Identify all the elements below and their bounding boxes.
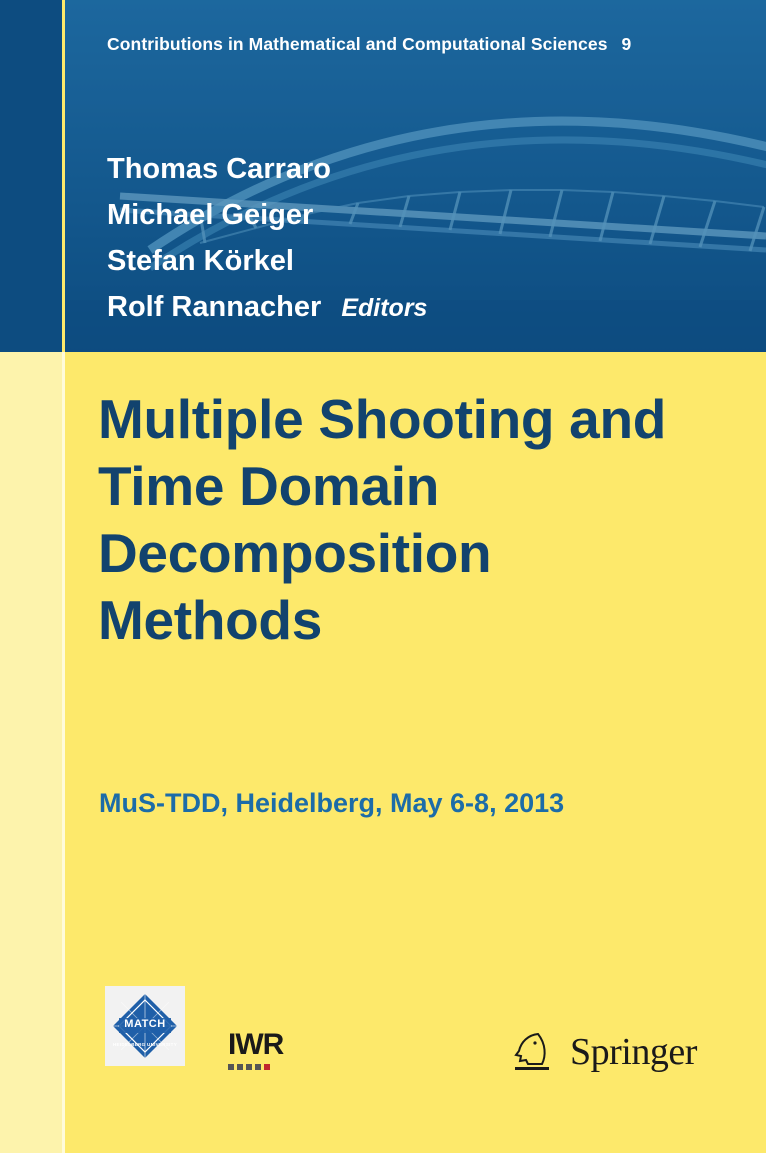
iwr-dot [237,1064,243,1070]
iwr-dot [255,1064,261,1070]
editor-name: Rolf Rannacher [107,291,322,323]
cover-header-band [0,0,766,352]
springer-logo [508,1030,697,1074]
editors-block [107,146,427,331]
iwr-dots-decoration [228,1064,270,1070]
editor-name-with-role [107,284,427,331]
springer-wordmark: Springer [570,1031,697,1073]
book-title: Multiple Shooting and Time Domain Decomposition Methods [98,388,667,651]
header-divider-line [62,0,65,352]
editors-role-label: Editors [341,294,428,322]
series-name: Contributions in Mathematical and Computational Sciences [107,34,608,54]
body-divider-line [62,352,65,1153]
body-left-strip [0,352,62,1153]
iwr-dot [228,1064,234,1070]
match-sub-label: HEIDELBERG UNIVERSITY [112,1042,178,1047]
iwr-wordmark: IWR [228,1028,284,1061]
match-logo [105,986,185,1066]
series-title [107,31,667,57]
editor-name: Michael Geiger [107,199,314,231]
springer-knight-icon [508,1030,556,1074]
series-volume: 9 [621,34,632,54]
match-wordmark: MATCH [124,1018,166,1030]
book-subtitle: MuS-TDD, Heidelberg, May 6-8, 2013 [99,788,565,818]
header-left-strip [0,0,62,352]
iwr-dot [246,1064,252,1070]
iwr-dot-accent [264,1064,270,1070]
editor-name: Stefan Körkel [107,245,294,277]
iwr-logo [228,1030,284,1074]
editor-name: Thomas Carraro [107,153,332,185]
